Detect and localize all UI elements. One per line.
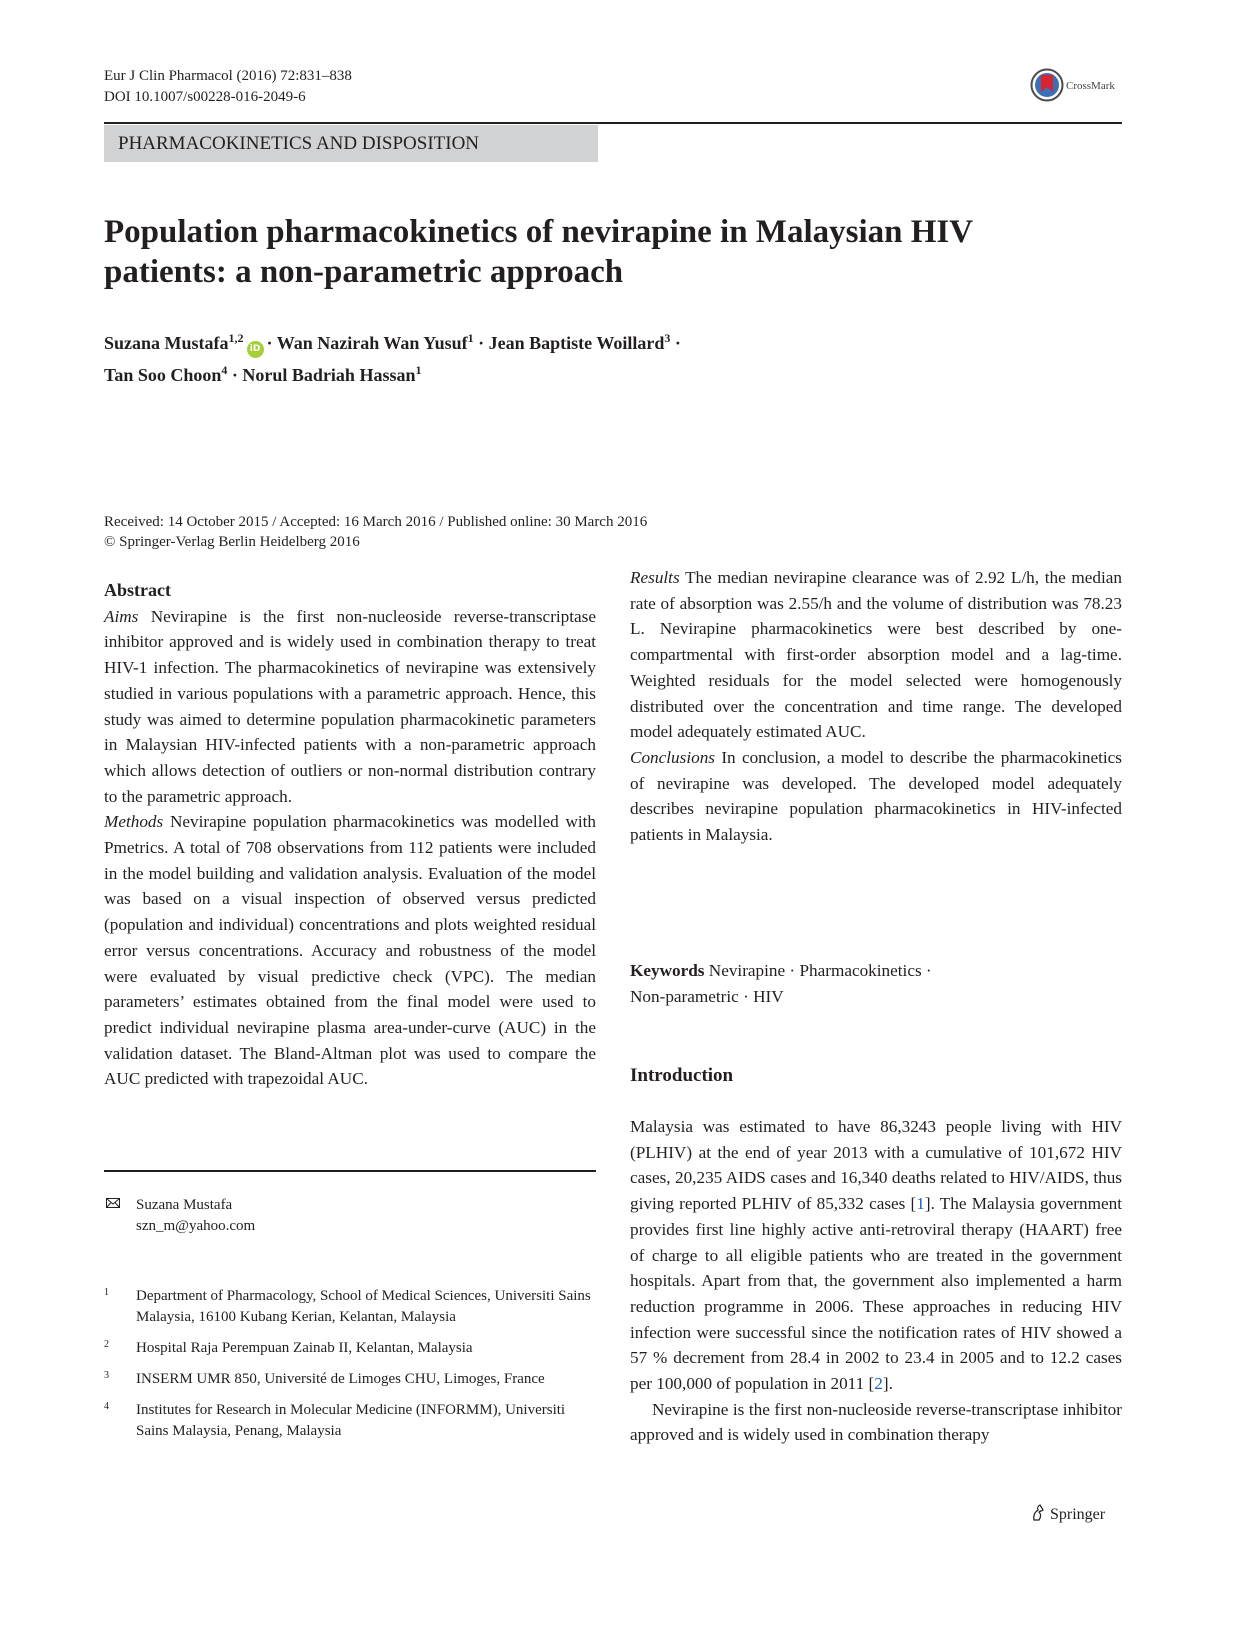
- keywords: [630, 958, 1122, 1009]
- intro-text: ].: [882, 1374, 893, 1394]
- crossmark-icon: [1030, 68, 1064, 102]
- publisher-name: Springer: [1050, 1506, 1106, 1523]
- author-separator: ·: [266, 333, 273, 353]
- author-affil-sup: 1: [415, 363, 422, 377]
- abstract-heading: Abstract: [104, 580, 171, 600]
- introduction-heading: Introduction: [630, 1065, 734, 1086]
- copyright: © Springer-Verlag Berlin Heidelberg 2016: [104, 534, 360, 550]
- publication-dates: [104, 512, 647, 552]
- section-label: PHARMACOKINETICS AND DISPOSITION: [104, 125, 598, 162]
- affiliation-item: [104, 1400, 596, 1442]
- results-text: The median nevirapine clearance was of 2.92 L/h, the median rate of absorption was 2.55/h and the volume of distribution was 78.23 L. Nevirapine pharmacokinetics were best described by one-compartmental with first-order absorption model and a lag-time. Weighted residuals for the model selected were homogenously distributed over the concentration and time range. The developed model adequately estimated AUC.: [630, 568, 1122, 742]
- corresponding-author: [104, 1195, 255, 1237]
- title-line-1: Population pharmacokinetics of nevirapine in Malaysian HIV: [104, 214, 974, 250]
- publisher-logo: [1030, 1504, 1105, 1524]
- contact-name: Suzana Mustafa: [136, 1197, 233, 1213]
- methods-text: Nevirapine population pharmacokinetics was modelled with Pmetrics. A total of 708 observations from 112 patients were included in the model building and validation analysis. Evaluation of the model was based on a visual inspection of observed versus predicted (population and individual) concentrations and plots weighted residual error versus concentrations. Accuracy and robustness of the model were evaluated by visual predictive check (VPC). The median parameters’ estimates obtained from the final model were used to predict individual nevirapine plasma area-under-curve (AUC) in the validation dataset. The Bland-Altman plot was used to compare the AUC predicted with trapezoidal AUC.: [104, 812, 596, 1089]
- author-affil-sup: 1: [467, 331, 474, 345]
- affiliation-number: 4: [104, 1401, 109, 1412]
- affiliation-item: [104, 1286, 596, 1328]
- conclusions-text: In conclusion, a model to describe the pharmacokinetics of nevirapine was developed. The developed model adequately describes nevirapine population pharmacokinetics in HIV-infected patients in Malaysia.: [630, 747, 1123, 845]
- results-label: Results: [630, 568, 680, 587]
- author-list: [104, 326, 1104, 388]
- introduction-paragraph: [630, 1114, 1122, 1397]
- introduction-paragraph: Nevirapine is the first non-nucleoside reverse-transcriptase inhibitor approved and is widely used in combination therapy: [630, 1399, 1122, 1445]
- affiliation-number: 1: [104, 1287, 109, 1298]
- keywords-label: Keywords: [630, 961, 705, 980]
- author-separator: ·: [674, 333, 681, 353]
- abstract-methods: [104, 809, 596, 1092]
- author-name[interactable]: Jean Baptiste Woillard: [488, 333, 665, 353]
- springer-horse-icon: [1030, 1504, 1046, 1522]
- envelope-icon: [106, 1198, 120, 1208]
- crossmark-badge[interactable]: [1030, 68, 1122, 106]
- title-line-2: patients: a non-parametric approach: [104, 254, 624, 290]
- affiliation-text: Institutes for Research in Molecular Medicine (INFORMM), Universiti Sains Malaysia, Penang, Malaysia: [136, 1402, 566, 1439]
- journal-line: Eur J Clin Pharmacol (2016) 72:831–838: [104, 68, 352, 84]
- author-name[interactable]: Norul Badriah Hassan: [242, 365, 416, 385]
- author-name[interactable]: Tan Soo Choon: [104, 365, 222, 385]
- doi-line[interactable]: DOI 10.1007/s00228-016-2049-6: [104, 89, 306, 105]
- header-rule: [104, 122, 1122, 124]
- abstract-results: [630, 565, 1122, 745]
- reference-link[interactable]: 1: [916, 1194, 925, 1214]
- affiliation-text: Hospital Raja Perempuan Zainab II, Kelantan, Malaysia: [136, 1340, 473, 1356]
- affiliations: [104, 1286, 596, 1452]
- keywords-line-2: Non-parametric · HIV: [630, 986, 784, 1006]
- methods-label: Methods: [104, 812, 164, 832]
- history-dates: Received: 14 October 2015 / Accepted: 16 March 2016 / Published online: 30 March 2016: [104, 514, 648, 530]
- author-affil-sup: 4: [221, 363, 228, 377]
- intro-text: Malaysia was estimated to have 86,3243 people living with HIV (PLHIV) at the end of year 2013 with a cumulative of 101,672 HIV cases, 20,235 AIDS cases and 16,340 deaths related to HIV/AIDS, thus giving reported PLHIV of 85,332 cases [: [630, 1117, 1122, 1214]
- affiliation-text: Department of Pharmacology, School of Medical Sciences, Universiti Sains Malaysia, 16100 Kubang Kerian, Kelantan, Malaysia: [136, 1288, 591, 1325]
- abstract-conclusions: [630, 745, 1122, 848]
- journal-citation: [104, 66, 352, 108]
- footnote-rule: [104, 1170, 596, 1172]
- aims-text: Nevirapine is the first non-nucleoside reverse-transcriptase inhibitor approved and is widely used in combination therapy to treat HIV-1 infection. The pharmacokinetics of nevirapine was extensively studied in various populations with a parametric approach. Hence, this study was aimed to determine population pharmacokinetic parameters in Malaysian HIV-infected patients with a non-parametric approach which allows detection of outliers or non-normal distribution contrary to the parametric approach.: [104, 606, 597, 806]
- author-separator: ·: [478, 333, 485, 353]
- affiliation-number: 3: [104, 1370, 109, 1381]
- author-separator: ·: [231, 365, 238, 385]
- keywords-line-1: Nevirapine · Pharmacokinetics ·: [708, 961, 932, 980]
- affiliation-item: [104, 1369, 596, 1390]
- author-name[interactable]: Suzana Mustafa: [104, 333, 229, 353]
- reference-link[interactable]: 2: [874, 1374, 883, 1394]
- conclusions-label: Conclusions: [630, 747, 715, 767]
- aims-label: Aims: [104, 606, 139, 626]
- author-name[interactable]: Wan Nazirah Wan Yusuf: [276, 333, 468, 353]
- introduction-body: [630, 1114, 1122, 1448]
- abstract-right-column: [630, 565, 1122, 848]
- affiliation-item: [104, 1338, 596, 1359]
- abstract-aims: [104, 604, 596, 810]
- orcid-icon[interactable]: iD: [247, 341, 264, 358]
- affiliation-number: 2: [104, 1339, 109, 1350]
- article-title: [104, 212, 1104, 292]
- author-affil-sup: 3: [664, 331, 671, 345]
- contact-email[interactable]: szn_m@yahoo.com: [136, 1218, 256, 1234]
- author-affil-sup: 1,2: [228, 331, 244, 345]
- affiliation-text: INSERM UMR 850, Université de Limoges CHU, Limoges, France: [136, 1371, 545, 1387]
- intro-text: ]. The Malaysia government provides first line highly active anti-retroviral therapy (HAART) free of charge to all eligible patients who are treated in the government hospitals. Apart from that, the government also implemented a harm reduction programme in 2006. These approaches in reducing HIV infection were successful since the notification rates of HIV showed a 57 % decrement from 28.4 in 2002 to 23.4 in 2005 and to 12.2 cases per 100,000 of population in 2011 [: [630, 1194, 1122, 1394]
- abstract-left-column: [104, 578, 596, 1092]
- crossmark-label: CrossMark: [1066, 80, 1115, 92]
